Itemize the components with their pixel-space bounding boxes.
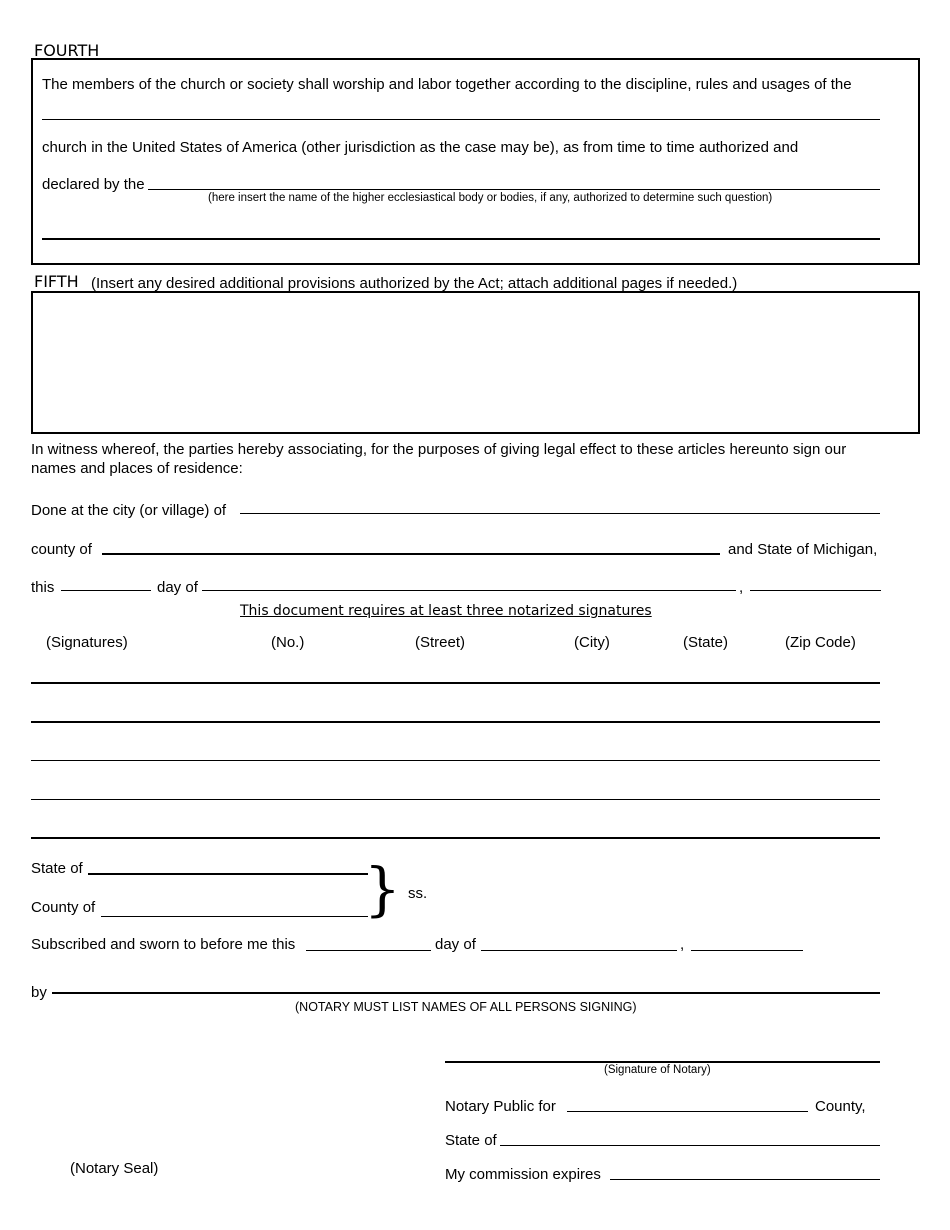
- notary-public-county-field[interactable]: [567, 1111, 808, 1112]
- notary-state-of-label: State of: [445, 1132, 497, 1149]
- fourth-text-line2: church in the United States of America (other jurisdiction as the case may be), as from time to time authorized and: [42, 139, 799, 156]
- ss-label: ss.: [408, 885, 428, 902]
- notary-names-note: (NOTARY MUST LIST NAMES OF ALL PERSONS SIGNING): [295, 1000, 637, 1014]
- header-street: (Street): [415, 634, 466, 651]
- subscribed-label: Subscribed and sworn to before me this: [31, 936, 296, 953]
- header-number: (No.): [271, 634, 305, 651]
- day-of-label: day of: [157, 579, 198, 596]
- witness-text-line1: In witness whereof, the parties hereby associating, for the purposes of giving legal effect to these articles hereunto sign our: [31, 441, 847, 458]
- signature-requirement-note: This document requires at least three notarized signatures: [240, 603, 652, 619]
- declared-by-label: declared by the: [42, 176, 145, 193]
- fourth-text-line1: The members of the church or society shall worship and labor together according to the discipline, rules and usages of the: [42, 76, 852, 93]
- notary-seal-label: (Notary Seal): [70, 1160, 159, 1177]
- header-signatures: (Signatures): [46, 634, 128, 651]
- signature-line[interactable]: [31, 721, 880, 723]
- notary-county-label: County of: [31, 899, 96, 916]
- by-label: by: [31, 984, 47, 1001]
- notary-signature-field[interactable]: [445, 1061, 880, 1063]
- sworn-day-field[interactable]: [306, 950, 431, 951]
- day-field[interactable]: [61, 590, 151, 591]
- notary-county-field[interactable]: [101, 916, 368, 917]
- fifth-instruction: (Insert any desired additional provisions authorized by the Act; attach additional pages if needed.): [91, 275, 738, 292]
- ecclesiastical-body-field[interactable]: [148, 189, 880, 190]
- county-field[interactable]: [102, 553, 720, 555]
- sworn-date-comma: ,: [680, 936, 685, 953]
- commission-expires-field[interactable]: [610, 1179, 880, 1180]
- notary-public-for-label: Notary Public for: [445, 1098, 556, 1115]
- county-label: county of: [31, 541, 92, 558]
- notary-county-suffix: County,: [815, 1098, 866, 1115]
- signature-line[interactable]: [31, 799, 880, 800]
- notary-state-field[interactable]: [88, 873, 368, 875]
- signature-line[interactable]: [31, 682, 880, 684]
- header-state: (State): [683, 634, 729, 651]
- commission-expires-label: My commission expires: [445, 1166, 601, 1183]
- header-zip-code: (Zip Code): [785, 634, 856, 651]
- city-field[interactable]: [240, 513, 880, 514]
- ecclesiastical-body-note: (here insert the name of the higher ecclesiastical body or bodies, if any, authorized to determine such question): [208, 192, 773, 204]
- notary-signature-caption: (Signature of Notary): [604, 1064, 711, 1076]
- fifth-provisions-box[interactable]: [31, 291, 920, 434]
- sworn-day-of-label: day of: [435, 936, 476, 953]
- sworn-month-field[interactable]: [481, 950, 677, 951]
- fourth-heading: FOURTH: [34, 41, 100, 60]
- year-field[interactable]: [750, 590, 881, 591]
- signature-line[interactable]: [31, 760, 880, 761]
- fifth-heading: FIFTH: [34, 272, 79, 291]
- this-label: this: [31, 579, 55, 596]
- month-field[interactable]: [202, 590, 736, 591]
- witness-text-line2: names and places of residence:: [31, 460, 243, 477]
- date-comma: ,: [739, 579, 744, 596]
- right-brace-icon: }: [364, 855, 401, 923]
- fourth-blank-line1[interactable]: [42, 119, 880, 120]
- header-city: (City): [574, 634, 610, 651]
- state-of-michigan-label: and State of Michigan,: [728, 541, 878, 558]
- signers-names-field[interactable]: [52, 992, 880, 994]
- fourth-blank-line2[interactable]: [42, 238, 880, 240]
- notary-state-of-field[interactable]: [500, 1145, 880, 1146]
- notary-state-label: State of: [31, 860, 83, 877]
- city-label: Done at the city (or village) of: [31, 502, 227, 519]
- signature-line[interactable]: [31, 837, 880, 839]
- sworn-year-field[interactable]: [691, 950, 803, 951]
